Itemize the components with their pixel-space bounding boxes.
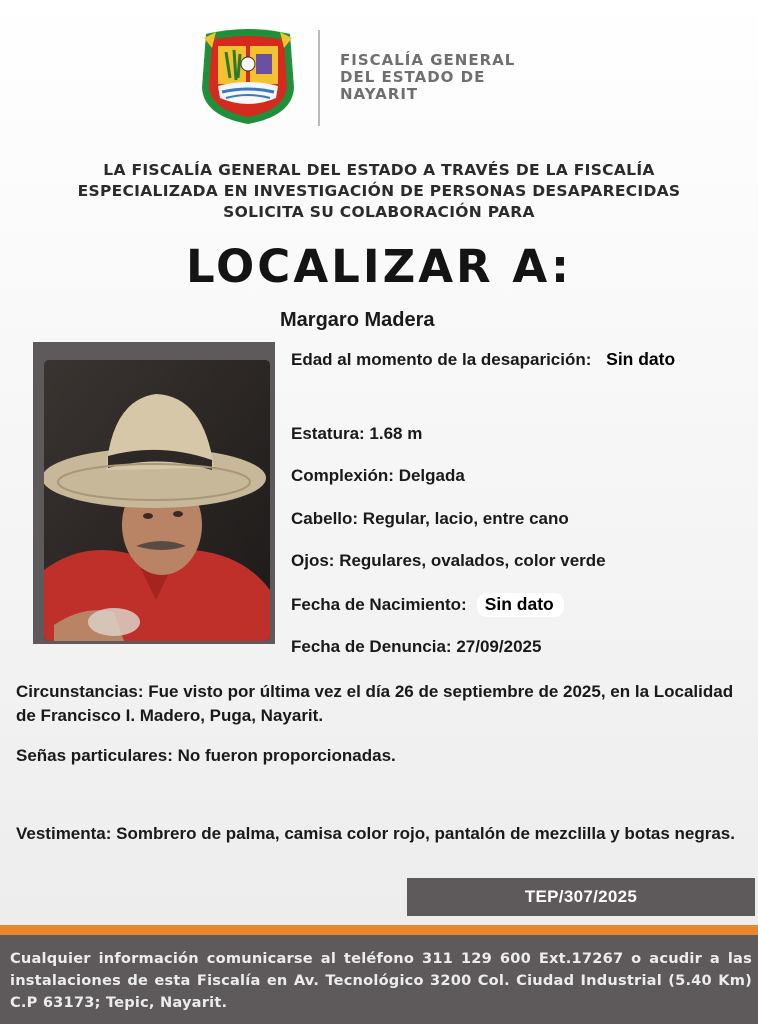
marks-value: No fueron proporcionadas. <box>177 746 396 765</box>
report-date-value: 27/09/2025 <box>456 637 542 656</box>
circumstances-label: Circunstancias: <box>16 682 144 701</box>
build-field <box>291 466 465 486</box>
height-value: 1.68 m <box>369 424 423 443</box>
hair-value: Regular, lacio, entre cano <box>362 509 569 528</box>
intro-line-3: SOLICITA SU COLABORACIÓN PARA <box>223 203 535 221</box>
height-label: Estatura: <box>291 424 365 443</box>
agency-line-3: NAYARIT <box>340 85 419 103</box>
marks-label: Señas particulares: <box>16 746 173 765</box>
agency-name <box>340 52 515 103</box>
agency-line-2: DEL ESTADO DE <box>340 68 486 86</box>
circumstances-paragraph <box>16 680 746 728</box>
report-date-field <box>291 637 541 657</box>
eyes-field <box>291 551 606 571</box>
build-label: Complexión: <box>291 466 394 485</box>
age-field <box>291 349 675 370</box>
clothing-value: Sombrero de palma, camisa color rojo, pantalón de mezclilla y botas negras. <box>116 824 735 843</box>
person-photo <box>44 360 270 641</box>
intro-text <box>0 160 758 223</box>
circumstances-value: Fue visto por última vez el día 26 de septiembre de 2025, en la Localidad de Francisco I. Madero, Puga, Nayarit. <box>16 682 734 725</box>
birthdate-label: Fecha de Nacimiento: <box>291 595 467 614</box>
intro-line-1: LA FISCALÍA GENERAL DEL ESTADO A TRAVÉS DE LA FISCALÍA <box>103 161 655 179</box>
headline: LOCALIZAR A: <box>185 240 573 293</box>
nayarit-coat-of-arms-logo <box>196 28 300 126</box>
header-divider <box>318 30 320 126</box>
age-label: Edad al momento de la desaparición: <box>291 350 592 369</box>
eyes-label: Ojos: <box>291 551 335 570</box>
birthdate-field <box>291 593 564 617</box>
accent-stripe <box>0 925 758 935</box>
footer-contact-text: Cualquier información comunicarse al teléfono 311 129 600 Ext.17267 o acudir a las instalaciones de esta Fiscalía en Av. Tecnológico 3200 Col. Ciudad Industrial (5.40 Km) C.P 63173; Tepic, Nayarit. <box>10 950 752 1011</box>
height-field <box>291 424 422 444</box>
age-value: Sin dato <box>606 349 676 369</box>
person-name: Margaro Madera <box>280 309 435 331</box>
report-date-label: Fecha de Denuncia: <box>291 637 452 656</box>
clothing-paragraph <box>16 822 746 846</box>
eyes-value: Regulares, ovalados, color verde <box>339 551 606 570</box>
case-number-badge: TEP/307/2025 <box>407 878 755 916</box>
agency-line-1: FISCALÍA GENERAL <box>340 51 516 69</box>
hair-label: Cabello: <box>291 509 359 528</box>
marks-paragraph <box>16 744 746 768</box>
build-value: Delgada <box>398 466 465 485</box>
hair-field <box>291 509 569 529</box>
clothing-label: Vestimenta: <box>16 824 112 843</box>
intro-line-2: ESPECIALIZADA EN INVESTIGACIÓN DE PERSONAS DESAPARECIDAS <box>77 182 681 200</box>
birthdate-value: Sin dato <box>477 593 564 617</box>
